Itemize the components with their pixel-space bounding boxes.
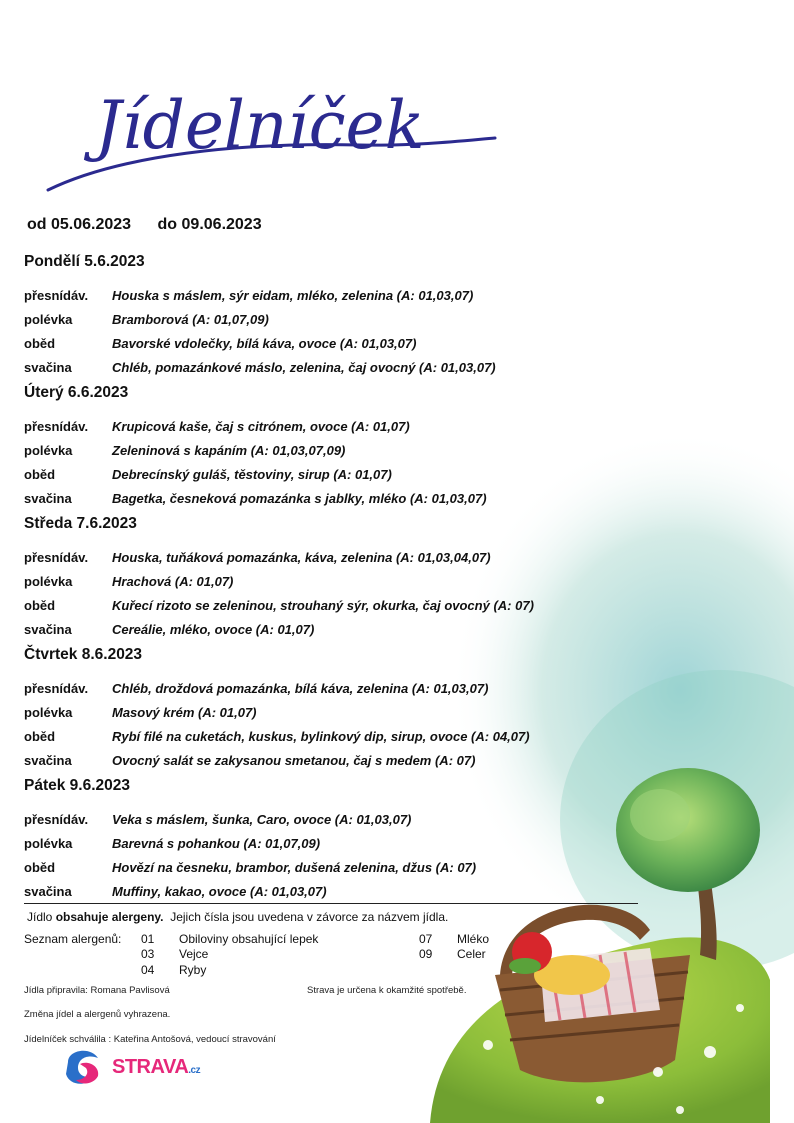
meal-label: oběd: [24, 467, 56, 482]
meal-label: polévka: [24, 312, 73, 327]
day-heading: Pondělí 5.6.2023: [24, 253, 145, 270]
meal-row: [24, 884, 327, 899]
meal-label: oběd: [24, 729, 56, 744]
meal-dish: Hrachová (A: 01,07): [112, 574, 234, 589]
meal-dish: Muffiny, kakao, ovoce (A: 01,03,07): [112, 884, 327, 899]
allergen-note: Jídlo obsahuje alergeny. Jejich čísla jsou uvedena v závorce za názvem jídla.: [27, 910, 449, 924]
meal-row: [24, 443, 345, 458]
consumption-note: Strava je určena k okamžité spotřebě.: [307, 985, 467, 996]
allergen-name: Celer: [457, 947, 486, 961]
meal-label: svačina: [24, 622, 72, 637]
meal-label: svačina: [24, 360, 72, 375]
meal-row: [24, 622, 314, 637]
meal-dish: Veka s máslem, šunka, Caro, ovoce (A: 01,03,07): [112, 812, 412, 827]
meal-row: [24, 467, 392, 482]
meal-dish: Rybí filé na cuketách, kuskus, bylinkový dip, sirup, ovoce (A: 04,07): [112, 729, 530, 744]
strava-logo[interactable]: [60, 1044, 200, 1090]
meal-label: polévka: [24, 574, 73, 589]
meal-row: [24, 836, 320, 851]
meal-label: oběd: [24, 336, 56, 351]
meal-row: [24, 598, 534, 613]
allergen-name: Obiloviny obsahující lepek: [179, 932, 319, 946]
meal-label: přesnídáv.: [24, 419, 89, 434]
allergen-name: Ryby: [179, 963, 207, 977]
title-lettering: [40, 50, 510, 200]
meal-label: přesnídáv.: [24, 681, 89, 696]
meal-label: svačina: [24, 884, 72, 899]
changes-note: Změna jídel a alergenů vyhrazena.: [24, 1009, 171, 1020]
date-range: [27, 216, 284, 234]
strava-logo-icon: [60, 1044, 106, 1090]
meal-row: [24, 491, 487, 506]
date-from: od 05.06.2023: [27, 216, 132, 233]
meal-row: [24, 550, 491, 565]
meal-row: [24, 729, 530, 744]
meal-dish: Chléb, pomazánkové máslo, zelenina, čaj ovocný (A: 01,03,07): [112, 360, 496, 375]
allergen-code: 07: [419, 932, 433, 946]
meal-dish: Barevná s pohankou (A: 01,07,09): [112, 836, 321, 851]
meal-dish: Hovězí na česneku, brambor, dušená zelenina, džus (A: 07): [112, 860, 477, 875]
strava-logo-text: STRAVA.cz: [112, 1055, 201, 1078]
allergen-code: 01: [141, 932, 155, 946]
day-heading: Pátek 9.6.2023: [24, 777, 131, 794]
meal-label: polévka: [24, 443, 73, 458]
meal-row: [24, 681, 488, 696]
meal-dish: Kuřecí rizoto se zeleninou, strouhaný sýr, okurka, čaj ovocný (A: 07): [112, 598, 534, 613]
meal-row: [24, 419, 410, 434]
meal-label: oběd: [24, 860, 56, 875]
meal-label: svačina: [24, 491, 72, 506]
meal-dish: Bavorské vdolečky, bílá káva, ovoce (A: 01,03,07): [112, 336, 417, 351]
day-heading: Úterý 6.6.2023: [24, 384, 129, 401]
meal-row: [24, 860, 476, 875]
meal-dish: Cereálie, mléko, ovoce (A: 01,07): [112, 622, 315, 637]
meal-dish: Ovocný salát se zakysanou smetanou, čaj s medem (A: 07): [112, 753, 476, 768]
meal-label: přesnídáv.: [24, 550, 89, 565]
meal-dish: Houska, tuňáková pomazánka, káva, zelenina (A: 01,03,04,07): [112, 550, 491, 565]
day-heading: Středa 7.6.2023: [24, 515, 137, 532]
meal-label: polévka: [24, 705, 73, 720]
meal-label: oběd: [24, 598, 56, 613]
day-heading: Čtvrtek 8.6.2023: [24, 646, 143, 663]
meal-dish: Bagetka, česneková pomazánka s jablky, mléko (A: 01,03,07): [112, 491, 487, 506]
allergen-code: 04: [141, 963, 155, 977]
meal-dish: Masový krém (A: 01,07): [112, 705, 257, 720]
date-to: do 09.06.2023: [157, 216, 262, 233]
meal-dish: Chléb, droždová pomazánka, bílá káva, zelenina (A: 01,03,07): [112, 681, 489, 696]
allergen-name: Mléko: [457, 932, 490, 946]
page-title: Jídelníček: [95, 87, 425, 164]
meal-dish: Houska s máslem, sýr eidam, mléko, zelenina (A: 01,03,07): [112, 288, 474, 303]
allergen-name: Vejce: [179, 947, 209, 961]
allergen-code: 09: [419, 947, 433, 961]
divider: [24, 903, 638, 904]
meal-dish: Krupicová kaše, čaj s citrónem, ovoce (A: 01,07): [112, 419, 410, 434]
meal-label: svačina: [24, 753, 72, 768]
prepared-by: Jídla připravila: Romana Pavlisová: [24, 985, 170, 996]
allergen-list-heading: Seznam alergenů:: [24, 932, 122, 946]
meal-row: [24, 360, 496, 375]
meal-row: [24, 812, 411, 827]
meal-dish: Zeleninová s kapáním (A: 01,03,07,09): [112, 443, 346, 458]
meal-row: [24, 288, 473, 303]
meal-row: [24, 336, 416, 351]
meal-row: [24, 312, 269, 327]
approved-by: Jídelníček schválila : Kateřina Antošová, vedoucí stravování: [24, 1034, 276, 1045]
meal-label: polévka: [24, 836, 73, 851]
meal-dish: Bramborová (A: 01,07,09): [112, 312, 269, 327]
allergen-code: 03: [141, 947, 155, 961]
meal-label: přesnídáv.: [24, 288, 89, 303]
meal-row: [24, 574, 233, 589]
meal-dish: Debrecínský guláš, těstoviny, sirup (A: 01,07): [112, 467, 392, 482]
meal-row: [24, 705, 257, 720]
meal-label: přesnídáv.: [24, 812, 89, 827]
meal-row: [24, 753, 475, 768]
